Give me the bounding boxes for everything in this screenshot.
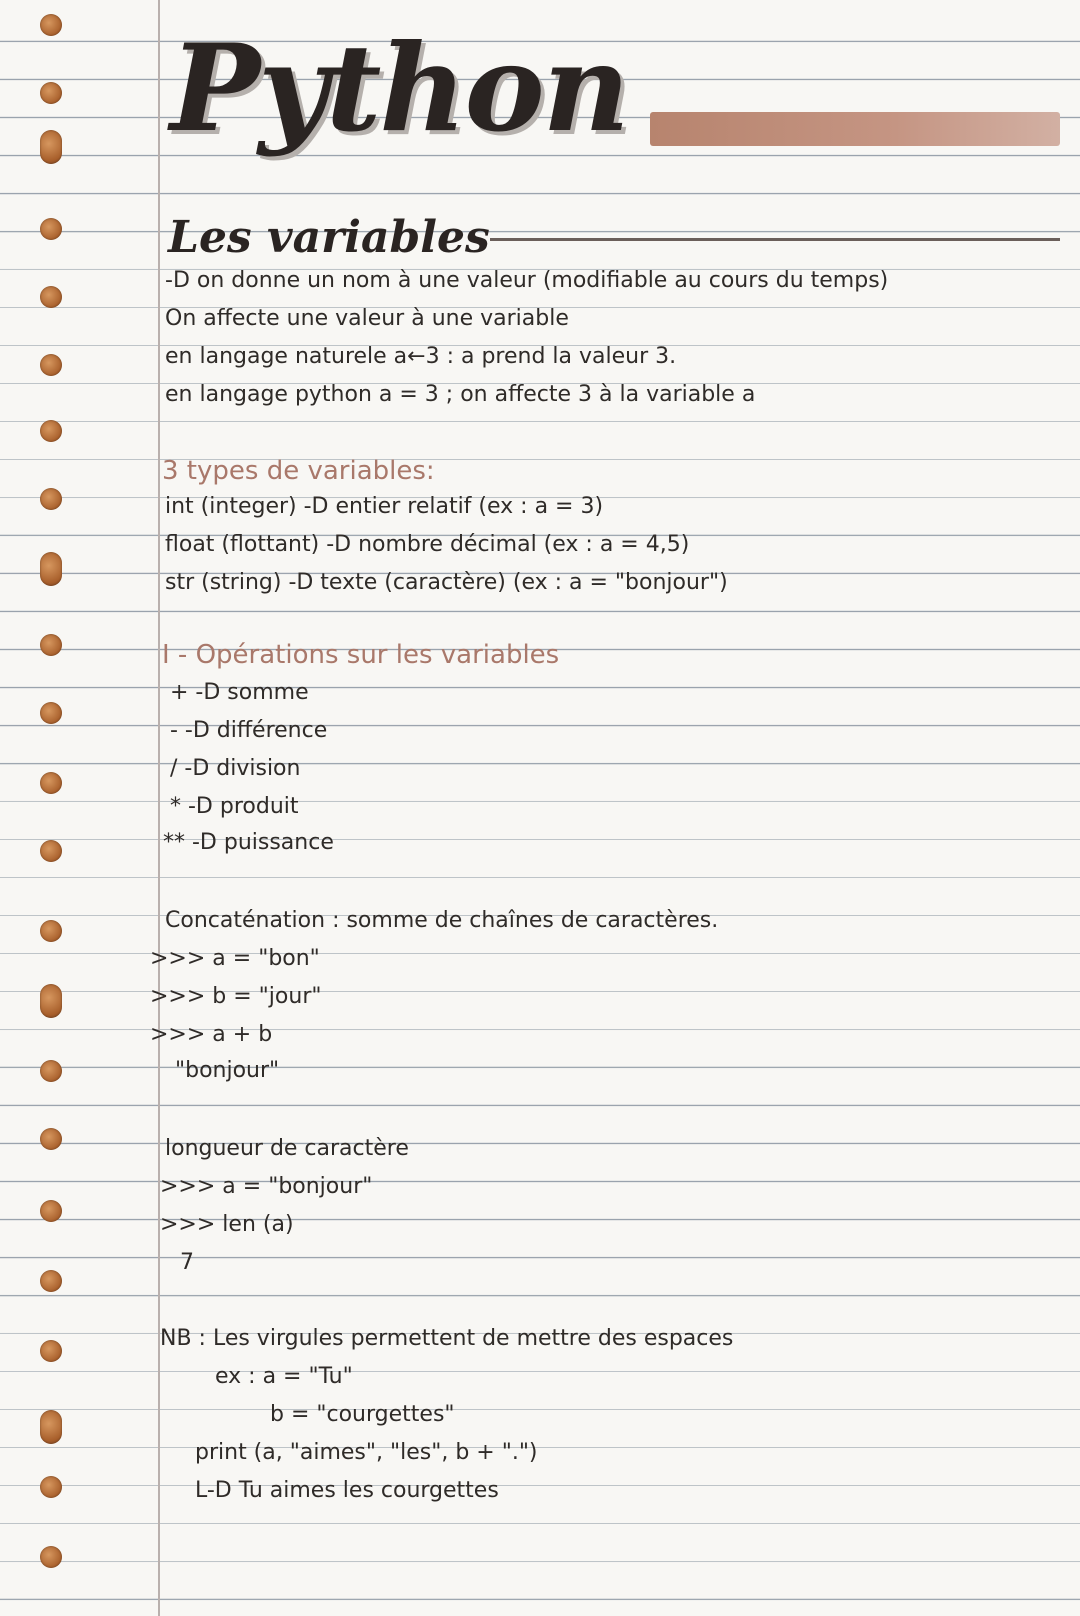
- concatenation-line: >>> a = "bon": [150, 946, 320, 971]
- length-line: 7: [180, 1250, 194, 1275]
- length-line: >>> len (a): [160, 1212, 294, 1237]
- operation-item: - -D différence: [170, 718, 328, 743]
- concatenation-line: "bonjour": [175, 1058, 280, 1083]
- operation-item: ** -D puissance: [163, 830, 334, 855]
- binder-hole: [40, 1060, 62, 1082]
- binder-hole: [40, 634, 62, 656]
- length-heading: longueur de caractère: [165, 1136, 409, 1161]
- binder-hole: [40, 130, 62, 164]
- operations-heading: I - Opérations sur les variables: [162, 640, 560, 670]
- variables-line: en langage python a = 3 ; on affecte 3 à la variable a: [165, 382, 756, 407]
- binder-hole: [40, 1270, 62, 1292]
- operation-item: + -D somme: [170, 680, 309, 705]
- variables-heading-rule: [490, 238, 1060, 241]
- nb-line: b = "courgettes": [270, 1402, 455, 1427]
- binder-hole: [40, 1476, 62, 1498]
- variables-heading: Les variables: [168, 212, 490, 263]
- operation-item: / -D division: [170, 756, 301, 781]
- types-line: str (string) -D texte (caractère) (ex : a = "bonjour"): [165, 570, 728, 595]
- binder-hole: [40, 354, 62, 376]
- binder-hole: [40, 1546, 62, 1568]
- margin-line: [158, 0, 160, 1616]
- nb-line: L-D Tu aimes les courgettes: [195, 1478, 499, 1503]
- types-line: float (flottant) -D nombre décimal (ex : a = 4,5): [165, 532, 690, 557]
- variables-line: -D on donne un nom à une valeur (modifiable au cours du temps): [165, 268, 889, 293]
- binder-hole: [40, 920, 62, 942]
- concatenation-line: >>> a + b: [150, 1022, 273, 1047]
- nb-line: print (a, "aimes", "les", b + "."): [195, 1440, 538, 1465]
- nb-line: ex : a = "Tu": [215, 1364, 353, 1389]
- binder-hole: [40, 218, 62, 240]
- binder-hole: [40, 840, 62, 862]
- binder-hole: [40, 1340, 62, 1362]
- binder-hole: [40, 420, 62, 442]
- binder-hole: [40, 552, 62, 586]
- binder-holes: [30, 0, 70, 1616]
- binder-hole: [40, 286, 62, 308]
- page-title: Python: [170, 18, 628, 159]
- title-underline-bar: [650, 112, 1060, 146]
- binder-hole: [40, 1128, 62, 1150]
- binder-hole: [40, 984, 62, 1018]
- nb-heading: NB : Les virgules permettent de mettre des espaces: [160, 1326, 734, 1351]
- variables-line: On affecte une valeur à une variable: [165, 306, 569, 331]
- binder-hole: [40, 82, 62, 104]
- types-heading: 3 types de variables:: [162, 456, 435, 486]
- operation-item: * -D produit: [170, 794, 299, 819]
- length-line: >>> a = "bonjour": [160, 1174, 373, 1199]
- binder-hole: [40, 488, 62, 510]
- variables-line: en langage naturele a←3 : a prend la valeur 3.: [165, 344, 677, 369]
- binder-hole: [40, 1200, 62, 1222]
- binder-hole: [40, 772, 62, 794]
- types-line: int (integer) -D entier relatif (ex : a = 3): [165, 494, 604, 519]
- binder-hole: [40, 1410, 62, 1444]
- binder-hole: [40, 14, 62, 36]
- binder-hole: [40, 702, 62, 724]
- concatenation-line: >>> b = "jour": [150, 984, 322, 1009]
- concatenation-heading: Concaténation : somme de chaînes de caractères.: [165, 908, 719, 933]
